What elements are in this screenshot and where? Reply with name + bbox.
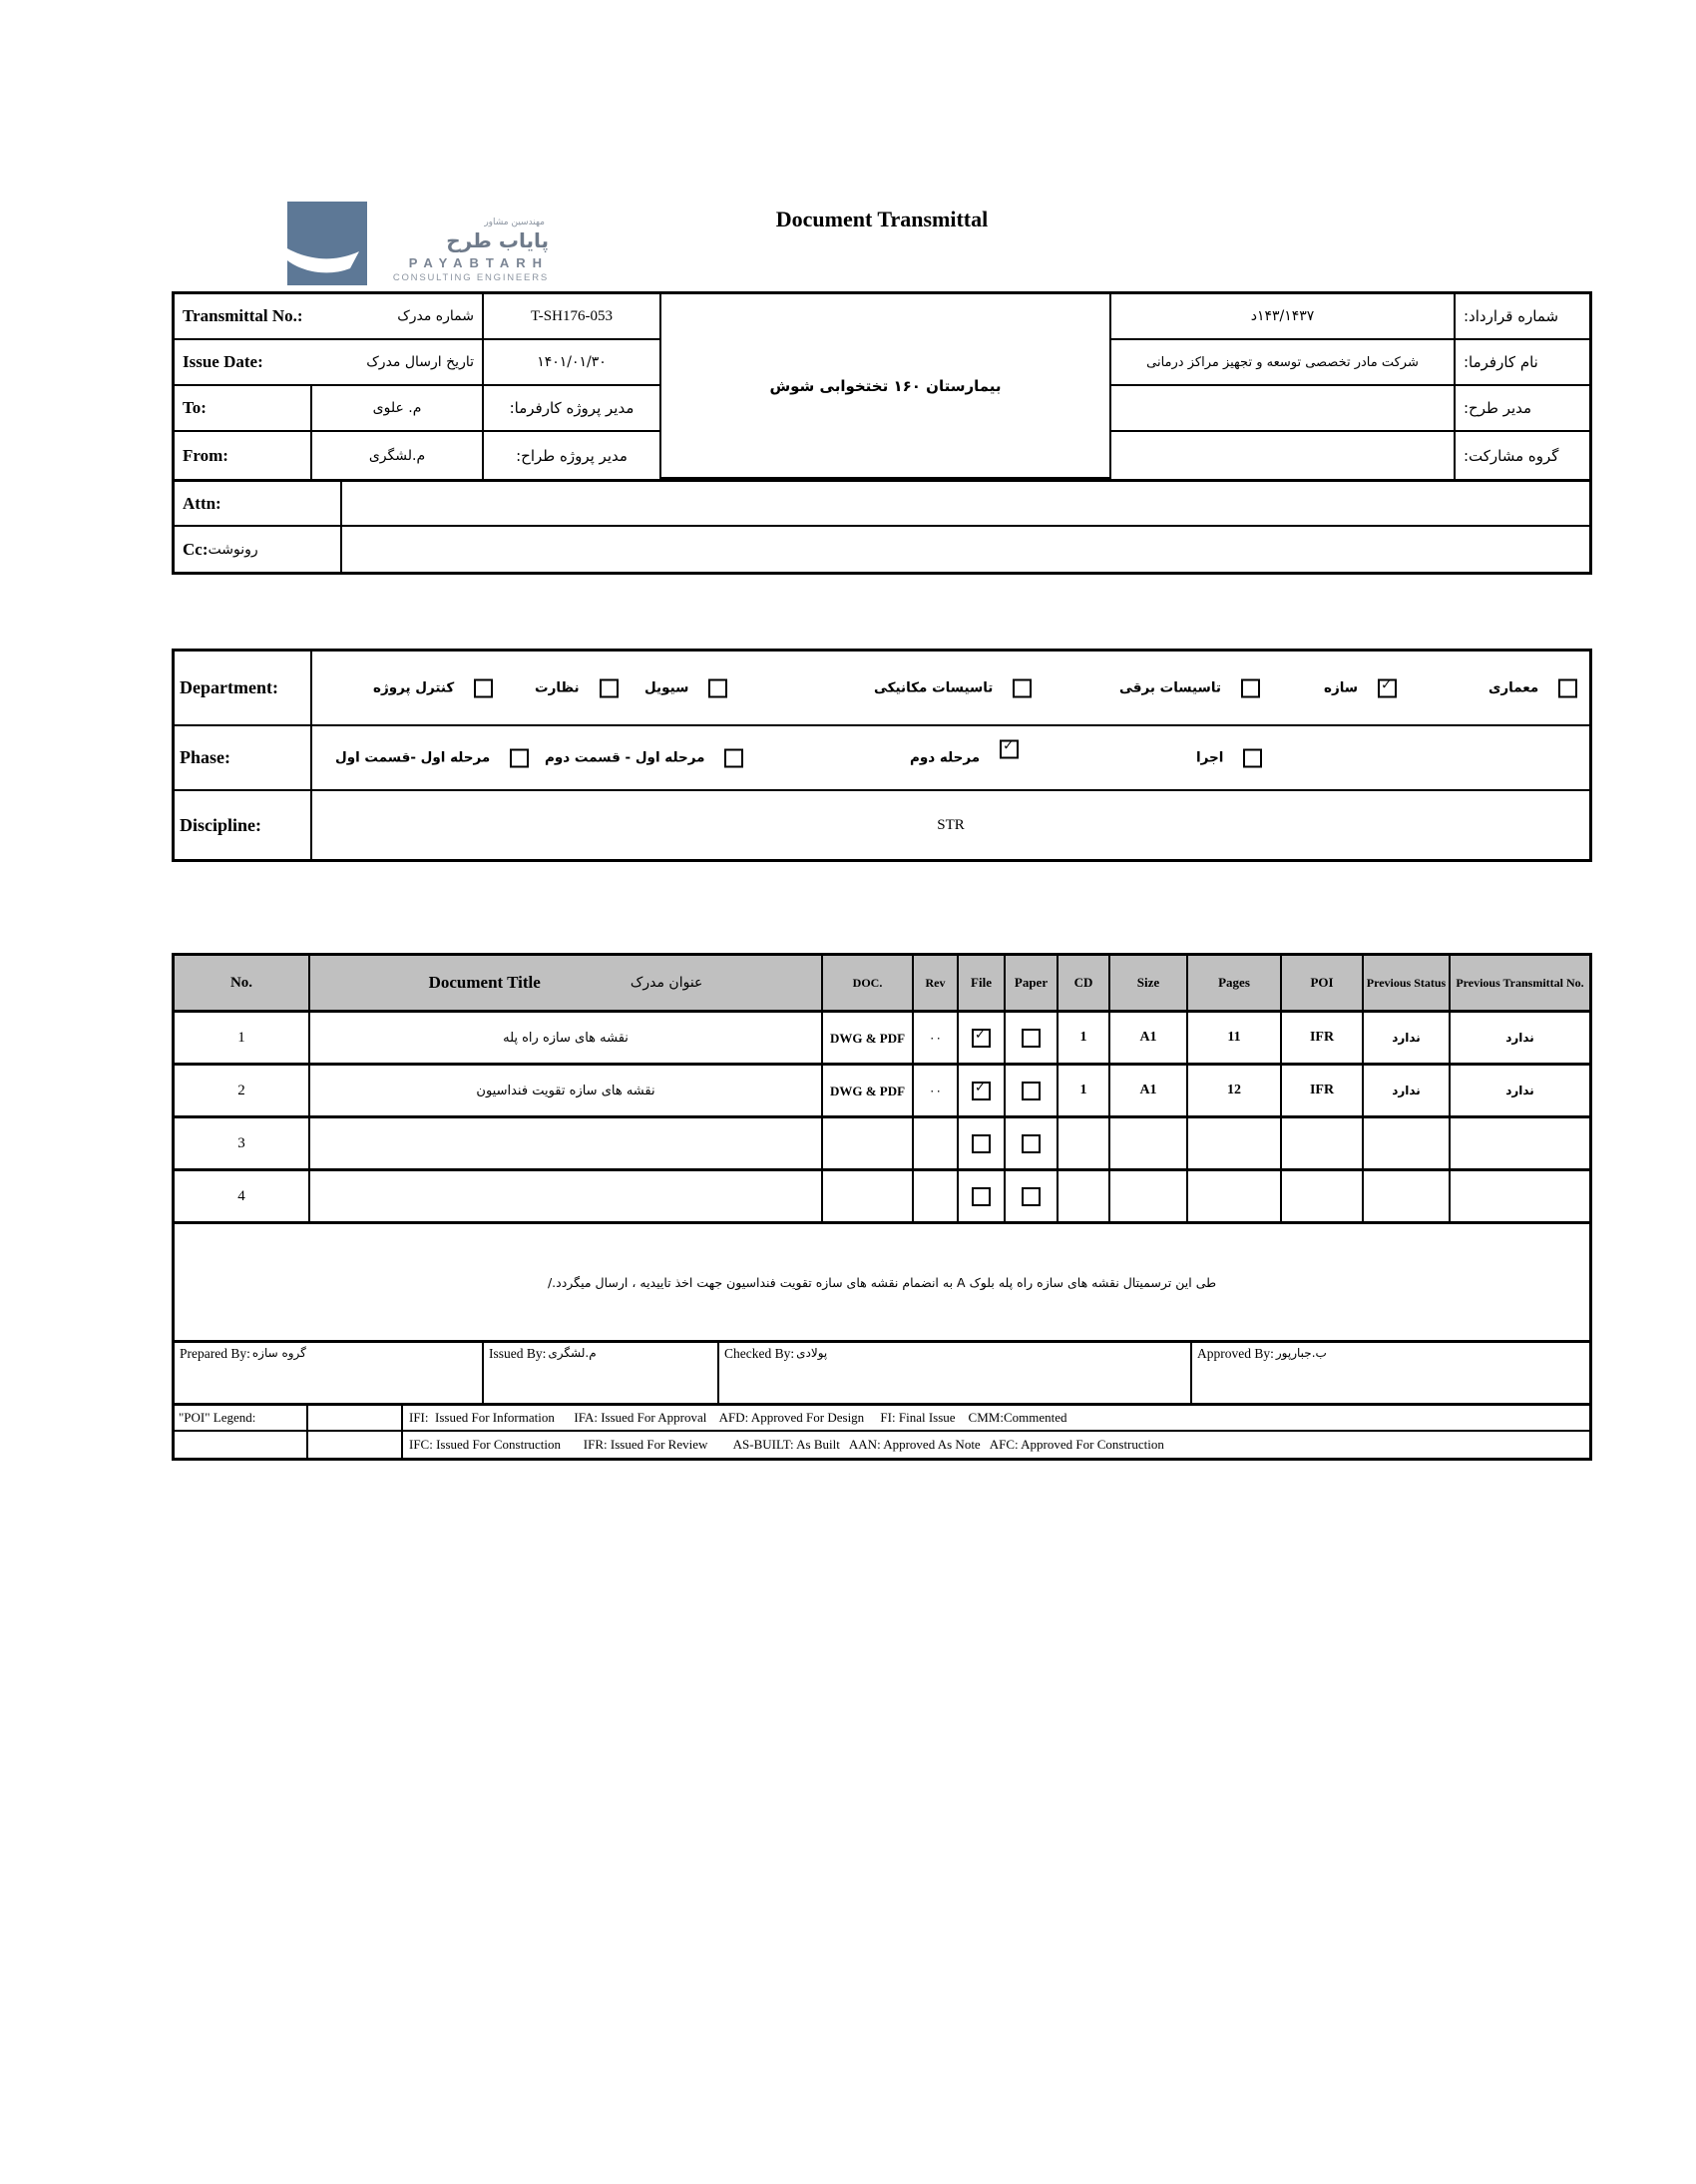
row-size: A1 <box>1110 1066 1188 1118</box>
row-rev <box>914 1171 959 1224</box>
paper-checkbox[interactable] <box>1022 1082 1041 1100</box>
poi-legend-line1-cell <box>403 1406 1589 1432</box>
column-header-title-fa: عنوان مدرک <box>630 975 703 991</box>
transmittal-no-label-fa: شماره مدرک <box>397 308 474 324</box>
design-manager-value <box>1111 386 1456 432</box>
design-pm-label: مدیر پروژه طراح: <box>484 432 661 479</box>
logo-fa-tagline: مهندسین مشاور <box>484 218 545 227</box>
client-name-value: شرکت مادر تخصصی توسعه و تجهیز مراکز درمانی <box>1111 340 1456 386</box>
row-file-cell <box>959 1013 1006 1066</box>
row-title <box>310 1171 823 1224</box>
file-checkbox[interactable] <box>972 1187 991 1206</box>
from-label: From: <box>175 432 312 479</box>
row-doc-type: DWG & PDF <box>823 1066 914 1118</box>
issue-date-value: ۱۴۰۱/۰۱/۳۰ <box>484 340 661 386</box>
phase-label: Phase: <box>175 726 312 791</box>
cc-label-en: Cc: <box>183 539 209 559</box>
file-checkbox[interactable] <box>972 1029 991 1048</box>
client-pm-label: مدیر پروژه کارفرما: <box>484 386 661 432</box>
cc-label-fa: رونوشت <box>208 541 258 558</box>
column-header-no: No. <box>175 956 310 1013</box>
row-file-cell <box>959 1118 1006 1171</box>
row-file-cell <box>959 1066 1006 1118</box>
discipline-label: Discipline: <box>175 791 312 859</box>
phase-option <box>1196 748 1262 767</box>
paper-checkbox[interactable] <box>1022 1029 1041 1048</box>
row-rev: ۰۰ <box>914 1013 959 1066</box>
classification-table <box>172 649 1592 862</box>
row-pages <box>1188 1118 1282 1171</box>
phase-option-label: مرحله اول -قسمت اول <box>335 749 491 766</box>
paper-checkbox[interactable] <box>1022 1187 1041 1206</box>
row-no: 4 <box>175 1171 310 1224</box>
poi-legend-table <box>172 1403 1592 1461</box>
to-value: م. علوی <box>312 386 484 432</box>
logo-fa-name: پایاب طرح <box>446 228 549 252</box>
signature-table <box>172 1340 1592 1406</box>
row-paper-cell <box>1006 1066 1059 1118</box>
row-previous-status: ندارد <box>1364 1066 1451 1118</box>
row-size <box>1110 1118 1188 1171</box>
from-value: م.لشگری <box>312 432 484 479</box>
column-header-title-en: Document Title <box>428 973 541 992</box>
phase-option <box>335 748 529 767</box>
row-poi <box>1282 1171 1364 1224</box>
issue-date-label-fa: تاریخ ارسال مدرک <box>366 354 474 370</box>
contract-no-label: شماره قرارداد: <box>1456 294 1589 340</box>
phase-checkbox-execution[interactable] <box>1243 748 1262 767</box>
column-header-poi: POI <box>1282 956 1364 1013</box>
row-previous-status <box>1364 1171 1451 1224</box>
department-option-label: سیویل <box>644 679 689 696</box>
phase-option-label: مرحله دوم <box>910 749 981 766</box>
row-poi <box>1282 1118 1364 1171</box>
row-doc-type: DWG & PDF <box>823 1013 914 1066</box>
transmittal-no-label-en: Transmittal No.: <box>183 306 303 325</box>
row-size: A1 <box>1110 1013 1188 1066</box>
column-header-title <box>310 956 823 1013</box>
department-option <box>373 678 493 697</box>
row-paper-cell <box>1006 1171 1059 1224</box>
transmittal-no-label-cell <box>175 294 484 340</box>
document-list-table <box>172 953 1592 1343</box>
department-options-row <box>312 652 1589 726</box>
row-poi: IFR <box>1282 1013 1364 1066</box>
cc-value <box>342 527 1589 572</box>
prepared-by-value: گروه سازه <box>251 1346 306 1360</box>
row-previous-transmittal: ندارد <box>1451 1013 1589 1066</box>
page-title: Document Transmittal <box>775 207 989 231</box>
phase-checkbox-stage1-part1[interactable] <box>510 748 529 767</box>
to-label: To: <box>175 386 312 432</box>
transmittal-info-table <box>172 291 1592 575</box>
row-no: 2 <box>175 1066 310 1118</box>
row-pages: 11 <box>1188 1013 1282 1066</box>
department-checkbox-supervision[interactable] <box>600 678 619 697</box>
department-option <box>874 678 1032 697</box>
column-header-rev: Rev <box>914 956 959 1013</box>
department-option-label: نظارت <box>535 679 580 696</box>
department-option <box>1324 678 1397 697</box>
poi-legend-label: "POI" Legend: <box>175 1406 308 1432</box>
department-option-label: سازه <box>1324 679 1359 696</box>
row-paper-cell <box>1006 1118 1059 1171</box>
row-title <box>310 1118 823 1171</box>
logo-en-subtitle: CONSULTING ENGINEERS <box>392 272 549 283</box>
department-checkbox-civil[interactable] <box>708 678 727 697</box>
row-poi: IFR <box>1282 1066 1364 1118</box>
column-header-cd: CD <box>1059 956 1110 1013</box>
phase-option <box>910 748 1019 767</box>
row-pages <box>1188 1171 1282 1224</box>
row-previous-status <box>1364 1118 1451 1171</box>
partnership-label: گروه مشارکت: <box>1464 446 1559 465</box>
contract-no-value: ۱۴۳/۱۴۳۷د <box>1111 294 1456 340</box>
department-option <box>535 678 619 697</box>
approved-by-value: ب.جبارپور <box>1275 1346 1327 1360</box>
file-checkbox[interactable] <box>972 1134 991 1153</box>
column-header-paper: Paper <box>1006 956 1059 1013</box>
prepared-by-cell <box>175 1343 484 1403</box>
row-title: نقشه های سازه راه پله <box>310 1013 823 1066</box>
issued-by-cell <box>484 1343 719 1403</box>
issue-date-label-cell <box>175 340 484 386</box>
row-no: 3 <box>175 1118 310 1171</box>
column-header-size: Size <box>1110 956 1188 1013</box>
poi-legend-line2-cell <box>403 1432 1589 1458</box>
cc-label-cell <box>175 527 342 572</box>
department-label: Department: <box>175 652 312 726</box>
approved-by-label: Approved By: <box>1197 1346 1274 1361</box>
row-cd: 1 <box>1059 1066 1110 1118</box>
file-checkbox[interactable] <box>972 1082 991 1100</box>
phase-option-label: اجرا <box>1196 749 1224 766</box>
row-previous-transmittal <box>1451 1171 1589 1224</box>
column-header-doc: DOC. <box>823 956 914 1013</box>
row-doc-type <box>823 1171 914 1224</box>
phase-checkbox-stage2[interactable] <box>1000 739 1019 758</box>
department-checkbox-electrical[interactable] <box>1241 678 1260 697</box>
phase-option-label: مرحله اول - قسمت دوم <box>545 749 705 766</box>
row-size <box>1110 1171 1188 1224</box>
department-option-label: تاسیسات برقی <box>1119 679 1221 696</box>
row-previous-transmittal: ندارد <box>1451 1066 1589 1118</box>
design-manager-label: مدیر طرح: <box>1456 386 1589 432</box>
row-cd <box>1059 1171 1110 1224</box>
row-cd: 1 <box>1059 1013 1110 1066</box>
phase-options-row <box>312 726 1589 791</box>
poi-legend-empty2 <box>308 1432 403 1458</box>
row-rev <box>914 1118 959 1171</box>
row-previous-status: ندارد <box>1364 1013 1451 1066</box>
discipline-value: STR <box>937 816 965 833</box>
department-checkbox-mechanical[interactable] <box>1013 678 1032 697</box>
client-name-label: نام کارفرما: <box>1456 340 1589 386</box>
department-option <box>644 678 727 697</box>
department-checkbox-project-control[interactable] <box>474 678 493 697</box>
issued-by-value: م.لشگری <box>548 1346 597 1360</box>
poi-legend-line1: IFI: Issued For Information IFA: Issued For Approval AFD: Approved For Design FI: Final Issue CMM:Commented <box>409 1410 1067 1425</box>
checked-by-label: Checked By: <box>724 1346 795 1361</box>
prepared-by-label: Prepared By: <box>180 1346 250 1361</box>
column-header-pages: Pages <box>1188 956 1282 1013</box>
logo-en-name: PAYABTARH <box>408 255 549 270</box>
department-checkbox-structure[interactable] <box>1378 678 1397 697</box>
issued-by-label: Issued By: <box>489 1346 547 1361</box>
attn-label: Attn: <box>175 482 342 527</box>
department-option <box>1119 678 1260 697</box>
row-file-cell <box>959 1171 1006 1224</box>
department-option-label: تاسیسات مکانیکی <box>874 679 994 696</box>
row-pages: 12 <box>1188 1066 1282 1118</box>
checked-by-cell <box>719 1343 1192 1403</box>
checked-by-value: پولادی <box>796 1346 828 1360</box>
transmittal-note: طی این ترسمیتال نقشه های سازه راه پله بلوک A به انضمام نقشه های سازه تقویت فنداسیون جهت اخذ تاییدیه ، ارسال میگردد./ <box>547 1274 1217 1290</box>
poi-legend-line2: IFC: Issued For Construction IFR: Issued For Review AS-BUILT: As Built AAN: Approved As Note AFC: Approved For Construction <box>409 1437 1164 1452</box>
row-title: نقشه های سازه تقویت فنداسیون <box>310 1066 823 1118</box>
department-checkbox-architecture[interactable] <box>1558 678 1577 697</box>
poi-legend-empty1 <box>175 1432 308 1458</box>
row-previous-transmittal <box>1451 1118 1589 1171</box>
department-option-label: کنترل پروژه <box>373 679 455 696</box>
phase-option <box>545 748 743 767</box>
paper-checkbox[interactable] <box>1022 1134 1041 1153</box>
column-header-file: File <box>959 956 1006 1013</box>
attn-value <box>342 482 1589 527</box>
row-paper-cell <box>1006 1013 1059 1066</box>
department-option-label: معماری <box>1488 679 1539 696</box>
document-list-section <box>172 953 1592 1461</box>
column-header-previous-status: Previous Status <box>1364 956 1451 1013</box>
issue-date-label-en: Issue Date: <box>183 352 263 371</box>
phase-checkbox-stage1-part2[interactable] <box>724 748 743 767</box>
poi-legend-spacer <box>308 1406 403 1432</box>
partnership-value <box>1111 432 1456 479</box>
approved-by-cell <box>1192 1343 1589 1403</box>
row-doc-type <box>823 1118 914 1171</box>
row-rev: ۰۰ <box>914 1066 959 1118</box>
project-name: بیمارستان ۱۶۰ تختخوابی شوش <box>661 294 1111 479</box>
row-no: 1 <box>175 1013 310 1066</box>
department-option <box>1488 678 1577 697</box>
column-header-previous-transmittal: Previous Transmittal No. <box>1451 956 1589 1013</box>
transmittal-no-value: T-SH176-053 <box>484 294 661 340</box>
row-cd <box>1059 1118 1110 1171</box>
